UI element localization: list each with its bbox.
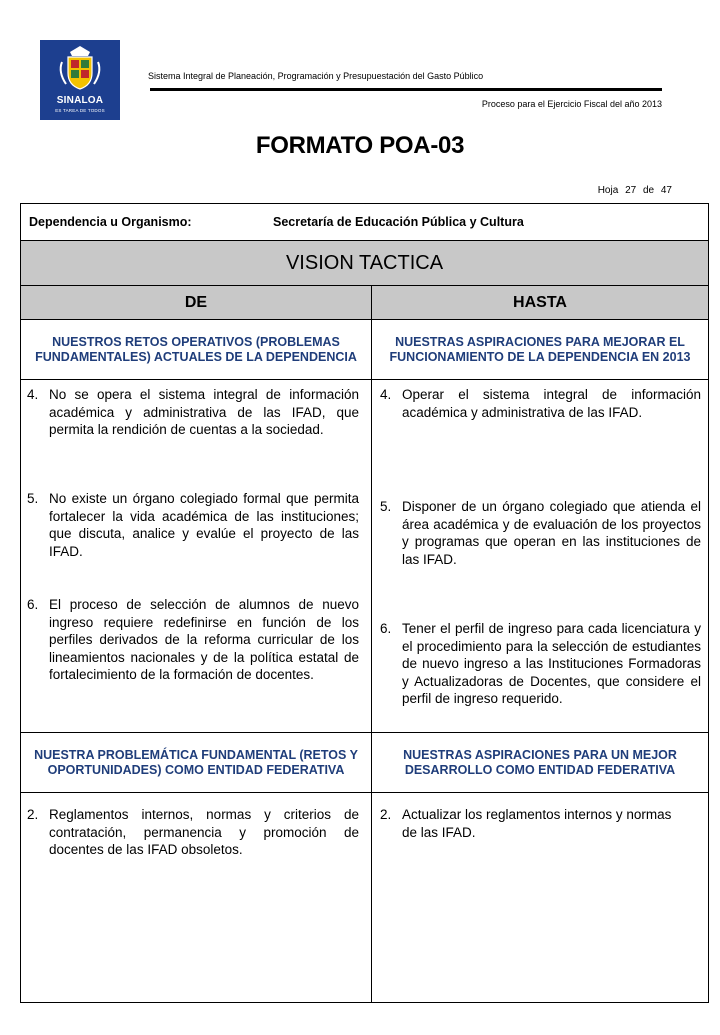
item-number: 5. xyxy=(27,491,39,506)
item-text: Operar el sistema integral de información académica y administrativa de las IFAD. xyxy=(402,387,701,420)
list-item xyxy=(27,386,359,439)
column-headers xyxy=(21,286,708,320)
logo-name: SINALOA xyxy=(56,95,104,106)
section2-left-list xyxy=(27,806,359,986)
vision-title: VISION TACTICA xyxy=(21,241,708,286)
page-current: 27 xyxy=(625,185,637,196)
item-text: Actualizar los reglamentos internos y normas de las IFAD. xyxy=(402,807,672,840)
item-number: 5. xyxy=(380,499,392,514)
item-text: No se opera el sistema integral de información académica y administrativa de las IFAD, que permita la rendición de cuentas a la sociedad. xyxy=(49,387,359,437)
page-label: Hoja xyxy=(597,185,619,196)
section2-left-header: NUESTRA PROBLEMÁTICA FUNDAMENTAL (RETOS Y OPORTUNIDADES) COMO ENTIDAD FEDERATIVA xyxy=(34,748,358,777)
section2-header xyxy=(21,733,708,793)
section2-right-header: NUESTRAS ASPIRACIONES PARA UN MEJOR DESARROLLO COMO ENTIDAD FEDERATIVA xyxy=(403,748,677,777)
system-title: Sistema Integral de Planeación, Programación y Presupuestación del Gasto Público xyxy=(148,71,484,81)
item-number: 6. xyxy=(380,621,392,636)
list-item xyxy=(380,386,701,421)
dependency-row xyxy=(21,204,708,241)
header-rule xyxy=(150,88,662,91)
item-text: El proceso de selección de alumnos de nuevo ingreso requiere redefinirse en función de los perfiles derivados de la reforma curricular de los lineamientos nacionales y de la política estatal de fortalecimiento de la formación de docentes. xyxy=(49,597,359,682)
section1-right-list xyxy=(380,386,701,726)
list-item xyxy=(380,620,701,708)
section2-right-list xyxy=(380,806,690,986)
item-number: 2. xyxy=(380,807,392,822)
process-label: Proceso para el Ejercicio Fiscal del año 2013 xyxy=(481,99,662,109)
section1-left-list xyxy=(27,386,359,726)
item-text: Disponer de un órgano colegiado que atienda el área académica y de evaluación de los proyectos y programas que operan en las instituciones de las IFAD. xyxy=(402,499,701,567)
column-from: DE xyxy=(184,294,208,311)
item-text: No existe un órgano colegiado formal que permita fortalecer la vida académica de las instituciones; que discuta, analice y evalúe el proyecto de las IFAD. xyxy=(49,491,359,559)
item-text: Tener el perfil de ingreso para cada licenciatura y el procedimiento para la selección de estudiantes de nuevo ingreso a las Instituciones Formadoras y Actualizadoras de Docentes, que considere el perfil de ingreso requerido. xyxy=(402,621,701,706)
list-item xyxy=(27,596,359,684)
section1-right-header: NUESTRAS ASPIRACIONES PARA MEJORAR EL FUNCIONAMIENTO DE LA DEPENDENCIA EN 2013 xyxy=(389,335,691,364)
item-number: 6. xyxy=(27,597,39,612)
dependency-value: Secretaría de Educación Pública y Cultura xyxy=(273,215,524,229)
dependency-label: Dependencia u Organismo: xyxy=(29,215,192,229)
list-item xyxy=(380,498,701,568)
column-to: HASTA xyxy=(513,294,567,311)
item-text: Reglamentos internos, normas y criterios de contratación, permanencia y promoción de docentes de las IFAD obsoletos. xyxy=(49,807,359,857)
list-item xyxy=(380,806,690,841)
page-title: FORMATO POA-03 xyxy=(255,132,465,159)
list-item xyxy=(27,490,359,560)
section1-header xyxy=(21,320,708,380)
sinaloa-logo xyxy=(40,40,120,120)
page-counter xyxy=(594,185,672,196)
section1-left-header: NUESTROS RETOS OPERATIVOS (PROBLEMAS FUNDAMENTALES) ACTUALES DE LA DEPENDENCIA xyxy=(35,335,357,364)
page-total: 47 xyxy=(660,185,672,196)
poa-table xyxy=(20,203,709,1003)
item-number: 2. xyxy=(27,807,39,822)
list-item xyxy=(27,806,359,859)
item-number: 4. xyxy=(380,387,392,402)
logo-tagline: ES TAREA DE TODOS xyxy=(55,108,105,113)
page-of: de xyxy=(642,185,655,196)
item-number: 4. xyxy=(27,387,39,402)
